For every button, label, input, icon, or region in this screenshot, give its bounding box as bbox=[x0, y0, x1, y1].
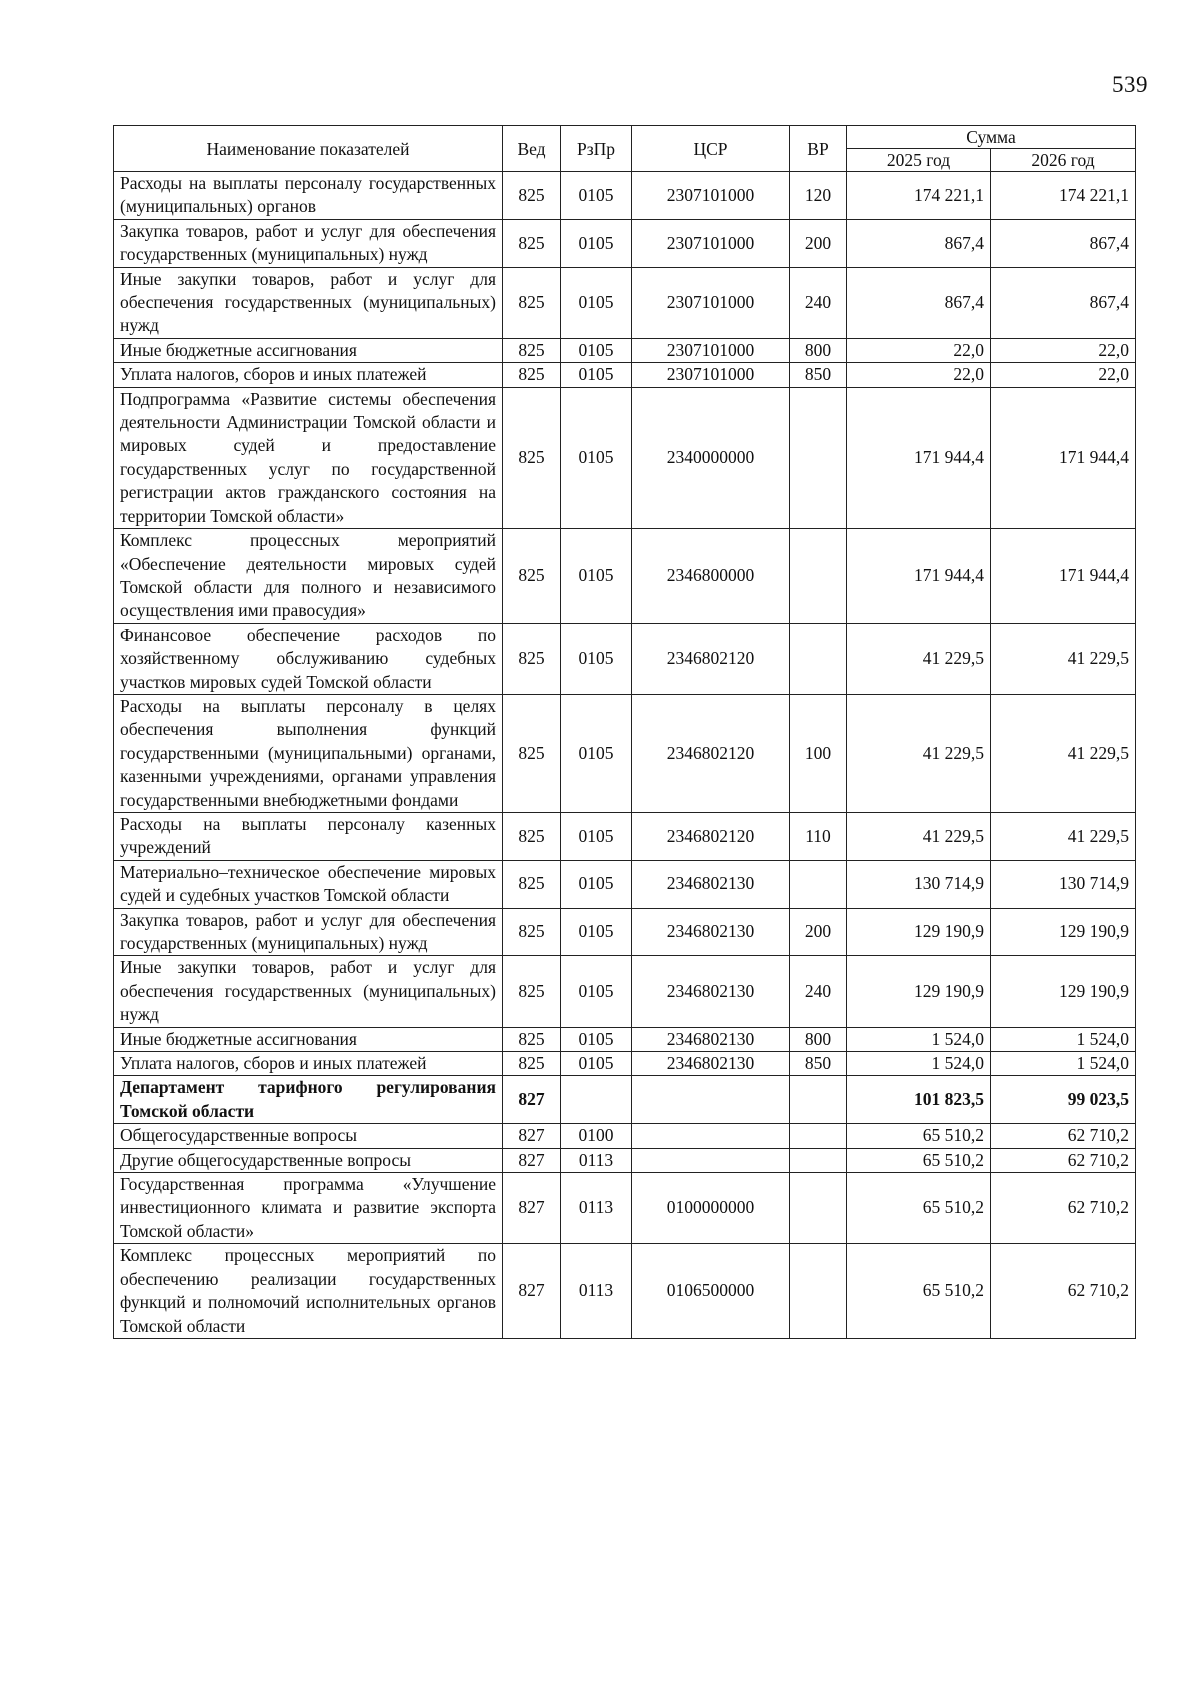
cell-sum-2025: 41 229,5 bbox=[847, 694, 991, 812]
table-body bbox=[114, 172, 1136, 1339]
cell-csr: 2307101000 bbox=[632, 338, 790, 362]
cell-vr: 240 bbox=[790, 956, 847, 1027]
header-csr: ЦСР bbox=[632, 126, 790, 172]
cell-vr bbox=[790, 860, 847, 908]
cell-rzpr: 0105 bbox=[561, 908, 632, 956]
cell-vr: 110 bbox=[790, 812, 847, 860]
cell-ved: 825 bbox=[503, 812, 561, 860]
cell-ved: 825 bbox=[503, 387, 561, 528]
cell-name: Иные бюджетные ассигнования bbox=[114, 338, 503, 362]
cell-name: Общегосударственные вопросы bbox=[114, 1124, 503, 1148]
cell-vr bbox=[790, 1148, 847, 1172]
cell-sum-2026: 129 190,9 bbox=[991, 956, 1136, 1027]
cell-rzpr: 0105 bbox=[561, 623, 632, 694]
table-header bbox=[114, 126, 1136, 172]
cell-ved: 825 bbox=[503, 1027, 561, 1051]
cell-csr: 2346802130 bbox=[632, 1027, 790, 1051]
header-name: Наименование показателей bbox=[114, 126, 503, 172]
cell-vr: 800 bbox=[790, 338, 847, 362]
cell-sum-2025: 171 944,4 bbox=[847, 529, 991, 624]
table-row bbox=[114, 338, 1136, 362]
cell-name: Материально–техническое обеспечение мировых судей и судебных участков Томской области bbox=[114, 860, 503, 908]
cell-ved: 825 bbox=[503, 860, 561, 908]
cell-vr bbox=[790, 387, 847, 528]
table-row bbox=[114, 387, 1136, 528]
table-row bbox=[114, 1027, 1136, 1051]
cell-rzpr: 0113 bbox=[561, 1148, 632, 1172]
cell-name: Уплата налогов, сборов и иных платежей bbox=[114, 1052, 503, 1076]
cell-sum-2026: 41 229,5 bbox=[991, 812, 1136, 860]
cell-vr bbox=[790, 529, 847, 624]
cell-name: Подпрограмма «Развитие системы обеспечения деятельности Администрации Томской области и мировых судей и предоставление государственных услуг по государственной регистрации актов гражданского состояния на территории Томской области» bbox=[114, 387, 503, 528]
table-row bbox=[114, 529, 1136, 624]
table-row bbox=[114, 219, 1136, 267]
cell-ved: 825 bbox=[503, 363, 561, 387]
cell-rzpr: 0100 bbox=[561, 1124, 632, 1148]
cell-csr: 2346802120 bbox=[632, 694, 790, 812]
header-year-2025: 2025 год bbox=[847, 149, 991, 172]
cell-rzpr: 0105 bbox=[561, 172, 632, 220]
cell-sum-2026: 129 190,9 bbox=[991, 908, 1136, 956]
cell-sum-2025: 867,4 bbox=[847, 267, 991, 338]
cell-vr: 800 bbox=[790, 1027, 847, 1051]
cell-rzpr: 0105 bbox=[561, 219, 632, 267]
cell-sum-2025: 867,4 bbox=[847, 219, 991, 267]
table-row bbox=[114, 363, 1136, 387]
cell-sum-2026: 867,4 bbox=[991, 219, 1136, 267]
cell-sum-2026: 1 524,0 bbox=[991, 1052, 1136, 1076]
cell-vr bbox=[790, 623, 847, 694]
cell-rzpr bbox=[561, 1076, 632, 1124]
cell-sum-2025: 1 524,0 bbox=[847, 1027, 991, 1051]
cell-csr: 0100000000 bbox=[632, 1173, 790, 1244]
cell-sum-2026: 62 710,2 bbox=[991, 1124, 1136, 1148]
cell-vr: 240 bbox=[790, 267, 847, 338]
cell-csr: 2346800000 bbox=[632, 529, 790, 624]
cell-rzpr: 0105 bbox=[561, 363, 632, 387]
cell-sum-2025: 129 190,9 bbox=[847, 956, 991, 1027]
cell-sum-2025: 22,0 bbox=[847, 338, 991, 362]
cell-csr: 2346802130 bbox=[632, 1052, 790, 1076]
cell-rzpr: 0113 bbox=[561, 1173, 632, 1244]
header-sum: Сумма bbox=[847, 126, 1136, 149]
cell-ved: 827 bbox=[503, 1173, 561, 1244]
table-row bbox=[114, 908, 1136, 956]
budget-table bbox=[113, 125, 1136, 1339]
cell-ved: 827 bbox=[503, 1244, 561, 1339]
cell-csr: 2346802130 bbox=[632, 908, 790, 956]
table-row bbox=[114, 812, 1136, 860]
cell-rzpr: 0105 bbox=[561, 694, 632, 812]
cell-name: Уплата налогов, сборов и иных платежей bbox=[114, 363, 503, 387]
cell-ved: 825 bbox=[503, 623, 561, 694]
header-ved: Вед bbox=[503, 126, 561, 172]
cell-ved: 827 bbox=[503, 1148, 561, 1172]
header-year-2026: 2026 год bbox=[991, 149, 1136, 172]
cell-csr bbox=[632, 1076, 790, 1124]
cell-csr: 2340000000 bbox=[632, 387, 790, 528]
cell-name: Закупка товаров, работ и услуг для обеспечения государственных (муниципальных) нужд bbox=[114, 908, 503, 956]
cell-name: Закупка товаров, работ и услуг для обеспечения государственных (муниципальных) нужд bbox=[114, 219, 503, 267]
table-row bbox=[114, 694, 1136, 812]
cell-ved: 825 bbox=[503, 694, 561, 812]
header-rzpr: РзПр bbox=[561, 126, 632, 172]
cell-vr bbox=[790, 1076, 847, 1124]
cell-name: Финансовое обеспечение расходов по хозяйственному обслуживанию судебных участков мировых судей Томской области bbox=[114, 623, 503, 694]
cell-rzpr: 0105 bbox=[561, 860, 632, 908]
cell-vr bbox=[790, 1173, 847, 1244]
cell-sum-2025: 129 190,9 bbox=[847, 908, 991, 956]
cell-sum-2026: 62 710,2 bbox=[991, 1173, 1136, 1244]
cell-name: Расходы на выплаты персоналу казенных учреждений bbox=[114, 812, 503, 860]
cell-rzpr: 0105 bbox=[561, 267, 632, 338]
cell-rzpr: 0105 bbox=[561, 1027, 632, 1051]
cell-sum-2026: 130 714,9 bbox=[991, 860, 1136, 908]
cell-csr bbox=[632, 1124, 790, 1148]
cell-ved: 827 bbox=[503, 1124, 561, 1148]
cell-sum-2025: 41 229,5 bbox=[847, 812, 991, 860]
table-row bbox=[114, 1173, 1136, 1244]
cell-csr: 2307101000 bbox=[632, 219, 790, 267]
cell-name: Иные бюджетные ассигнования bbox=[114, 1027, 503, 1051]
cell-ved: 825 bbox=[503, 1052, 561, 1076]
cell-vr bbox=[790, 1124, 847, 1148]
cell-sum-2025: 171 944,4 bbox=[847, 387, 991, 528]
table-row bbox=[114, 1244, 1136, 1339]
cell-csr: 2346802130 bbox=[632, 860, 790, 908]
cell-sum-2026: 62 710,2 bbox=[991, 1244, 1136, 1339]
cell-rzpr: 0113 bbox=[561, 1244, 632, 1339]
cell-sum-2026: 171 944,4 bbox=[991, 529, 1136, 624]
header-vr: ВР bbox=[790, 126, 847, 172]
table-row bbox=[114, 172, 1136, 220]
cell-vr: 200 bbox=[790, 219, 847, 267]
header-row-top bbox=[114, 126, 1136, 149]
cell-sum-2026: 174 221,1 bbox=[991, 172, 1136, 220]
cell-name: Иные закупки товаров, работ и услуг для обеспечения государственных (муниципальных) нужд bbox=[114, 956, 503, 1027]
table-row bbox=[114, 623, 1136, 694]
cell-rzpr: 0105 bbox=[561, 956, 632, 1027]
cell-name: Расходы на выплаты персоналу в целях обеспечения выполнения функций государственными (муниципальными) органами, казенными учреждениями, органами управления государственными внебюджетными фондами bbox=[114, 694, 503, 812]
cell-vr bbox=[790, 1244, 847, 1339]
cell-ved: 825 bbox=[503, 529, 561, 624]
cell-ved: 825 bbox=[503, 219, 561, 267]
cell-vr: 850 bbox=[790, 363, 847, 387]
cell-ved: 825 bbox=[503, 267, 561, 338]
cell-ved: 827 bbox=[503, 1076, 561, 1124]
cell-ved: 825 bbox=[503, 908, 561, 956]
cell-rzpr: 0105 bbox=[561, 338, 632, 362]
cell-csr: 2307101000 bbox=[632, 363, 790, 387]
cell-name: Другие общегосударственные вопросы bbox=[114, 1148, 503, 1172]
cell-sum-2026: 22,0 bbox=[991, 338, 1136, 362]
table-row bbox=[114, 1124, 1136, 1148]
table-row bbox=[114, 860, 1136, 908]
cell-rzpr: 0105 bbox=[561, 387, 632, 528]
cell-csr: 2307101000 bbox=[632, 267, 790, 338]
cell-rzpr: 0105 bbox=[561, 1052, 632, 1076]
cell-name: Расходы на выплаты персоналу государственных (муниципальных) органов bbox=[114, 172, 503, 220]
cell-vr: 850 bbox=[790, 1052, 847, 1076]
cell-csr: 2346802120 bbox=[632, 623, 790, 694]
cell-sum-2025: 65 510,2 bbox=[847, 1244, 991, 1339]
cell-vr: 100 bbox=[790, 694, 847, 812]
cell-vr: 200 bbox=[790, 908, 847, 956]
cell-csr: 2346802130 bbox=[632, 956, 790, 1027]
cell-csr: 0106500000 bbox=[632, 1244, 790, 1339]
cell-sum-2026: 99 023,5 bbox=[991, 1076, 1136, 1124]
cell-sum-2025: 65 510,2 bbox=[847, 1173, 991, 1244]
cell-sum-2025: 22,0 bbox=[847, 363, 991, 387]
cell-ved: 825 bbox=[503, 172, 561, 220]
cell-sum-2026: 62 710,2 bbox=[991, 1148, 1136, 1172]
cell-sum-2026: 41 229,5 bbox=[991, 623, 1136, 694]
cell-rzpr: 0105 bbox=[561, 812, 632, 860]
cell-sum-2026: 1 524,0 bbox=[991, 1027, 1136, 1051]
table-row bbox=[114, 267, 1136, 338]
cell-sum-2026: 41 229,5 bbox=[991, 694, 1136, 812]
cell-name: Департамент тарифного регулирования Томской области bbox=[114, 1076, 503, 1124]
cell-name: Комплекс процессных мероприятий по обеспечению реализации государственных функций и полномочий исполнительных органов Томской области bbox=[114, 1244, 503, 1339]
cell-ved: 825 bbox=[503, 956, 561, 1027]
cell-sum-2025: 101 823,5 bbox=[847, 1076, 991, 1124]
table-row bbox=[114, 1052, 1136, 1076]
page-number: 539 bbox=[1112, 72, 1148, 97]
table-row bbox=[114, 956, 1136, 1027]
cell-csr bbox=[632, 1148, 790, 1172]
cell-rzpr: 0105 bbox=[561, 529, 632, 624]
cell-sum-2025: 41 229,5 bbox=[847, 623, 991, 694]
cell-sum-2026: 22,0 bbox=[991, 363, 1136, 387]
cell-sum-2025: 65 510,2 bbox=[847, 1148, 991, 1172]
cell-ved: 825 bbox=[503, 338, 561, 362]
cell-sum-2025: 130 714,9 bbox=[847, 860, 991, 908]
cell-csr: 2307101000 bbox=[632, 172, 790, 220]
cell-sum-2026: 171 944,4 bbox=[991, 387, 1136, 528]
cell-vr: 120 bbox=[790, 172, 847, 220]
table-row bbox=[114, 1148, 1136, 1172]
cell-name: Иные закупки товаров, работ и услуг для обеспечения государственных (муниципальных) нужд bbox=[114, 267, 503, 338]
table-row bbox=[114, 1076, 1136, 1124]
cell-sum-2025: 65 510,2 bbox=[847, 1124, 991, 1148]
cell-sum-2026: 867,4 bbox=[991, 267, 1136, 338]
cell-name: Комплекс процессных мероприятий «Обеспечение деятельности мировых судей Томской области для полного и независимого осуществления ими правосудия» bbox=[114, 529, 503, 624]
cell-csr: 2346802120 bbox=[632, 812, 790, 860]
cell-sum-2025: 1 524,0 bbox=[847, 1052, 991, 1076]
cell-sum-2025: 174 221,1 bbox=[847, 172, 991, 220]
cell-name: Государственная программа «Улучшение инвестиционного климата и развитие экспорта Томской области» bbox=[114, 1173, 503, 1244]
